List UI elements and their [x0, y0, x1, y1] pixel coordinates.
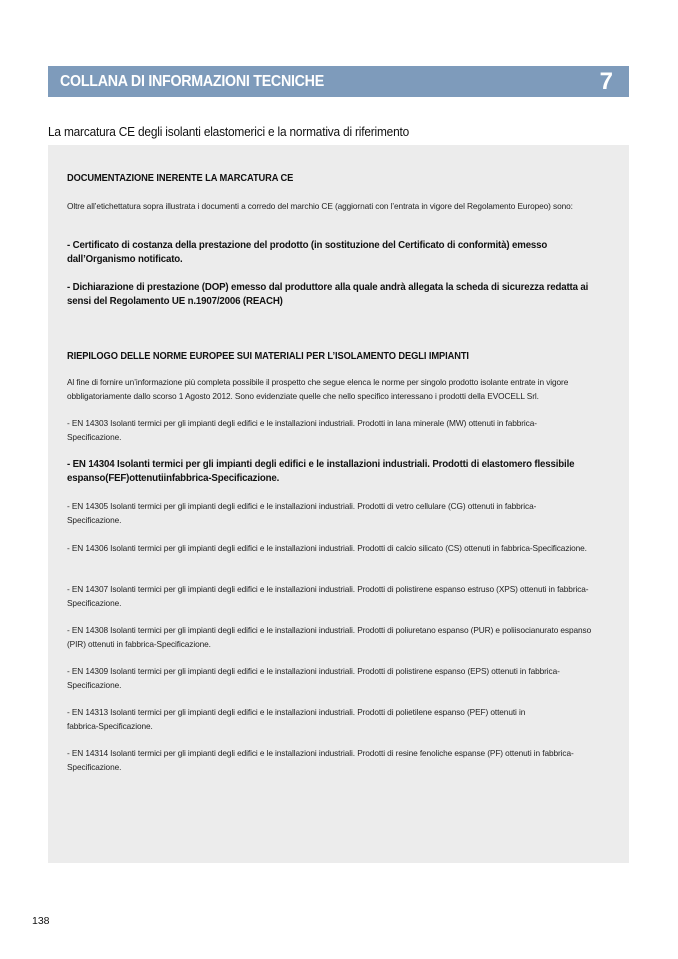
page-subtitle: La marcatura CE degli isolanti elastomerici e la normativa di riferimento — [48, 125, 410, 139]
section-title-riepilogo: RIEPILOGO DELLE NORME EUROPEE SUI MATERIALI PER L’ISOLAMENTO DEGLI IMPIANTI — [67, 351, 469, 362]
norm-item-en14303: - EN 14303 Isolanti termici per gli impianti degli edifici e le installazioni industriali. Prodotti in lana minerale (MW) ottenuti in fabbrica-Specificazione. — [67, 418, 537, 442]
section-title-documentazione: DOCUMENTAZIONE INERENTE LA MARCATURA CE — [67, 173, 294, 184]
header-bar — [48, 66, 629, 97]
section1-intro: Oltre all’etichettatura sopra illustrata i documenti a corredo del marchio CE (aggiornati con l’entrata in vigore del Regolamento Europeo) sono: — [67, 201, 573, 211]
norm-item-en14304: - EN 14304 Isolanti termici per gli impianti degli edifici e le installazioni industriali. Prodotti di elastomero flessibile espanso(FEF)ottenutiinfabbrica-Specificazione. — [67, 459, 575, 484]
page-number: 138 — [32, 915, 50, 927]
norm-item-en14313: - EN 14313 Isolanti termici per gli impianti degli edifici e le installazioni industriali. Prodotti di polietilene espanso (PEF) ottenuti in fabbrica-Specificazione. — [67, 707, 526, 731]
header-title: COLLANA DI INFORMAZIONI TECNICHE — [60, 73, 324, 90]
content-panel — [48, 145, 629, 863]
section2-intro: Al fine di fornire un’informazione più completa possibile il prospetto che segue elenca le norme per singolo prodotto isolante entrate in vigore obbligatoriamente dallo scorso 1 Agosto 2012. Sono evidenziate quelle che nello specifico interessano i prodotti della EVOCELL Srl. — [67, 377, 569, 401]
norm-item-en14309: - EN 14309 Isolanti termici per gli impianti degli edifici e le installazioni industriali. Prodotti di polistirene espanso (EPS) ottenuti in fabbrica-Specificazione. — [67, 666, 560, 690]
section1-item-dichiarazione: - Dichiarazione di prestazione (DOP) emesso dal produttore alla quale andrà allegata la scheda di sicurezza redatta ai sensi del Regolamento UE n.1907/2006 (REACH) — [67, 282, 589, 307]
chapter-number: 7 — [599, 68, 613, 95]
section1-item-certificato: - Certificato di costanza della prestazione del prodotto (in sostituzione del Certificato di conformità) emesso dall’Organismo notificato. — [67, 240, 548, 265]
norm-item-en14305: - EN 14305 Isolanti termici per gli impianti degli edifici e le installazioni industriali. Prodotti di vetro cellulare (CG) ottenuti in fabbrica-Specificazione. — [67, 501, 537, 525]
norm-item-en14306: - EN 14306 Isolanti termici per gli impianti degli edifici e le installazioni industriali. Prodotti di calcio silicato (CS) ottenuti in fabbrica-Specificazione. — [67, 543, 587, 553]
norm-item-en14314: - EN 14314 Isolanti termici per gli impianti degli edifici e le installazioni industriali. Prodotti di resine fenoliche espanse (PF) ottenuti in fabbrica-Specificazione. — [67, 748, 574, 772]
norm-item-en14308: - EN 14308 Isolanti termici per gli impianti degli edifici e le installazioni industriali. Prodotti di poliuretano espanso (PUR) e poliisocianurato espanso (PIR) ottenuti in fabbrica-Specificazione. — [67, 625, 592, 649]
norm-item-en14307: - EN 14307 Isolanti termici per gli impianti degli edifici e le installazioni industriali. Prodotti di polistirene espanso estruso (XPS) ottenuti in fabbrica-Specificazione. — [67, 584, 589, 608]
